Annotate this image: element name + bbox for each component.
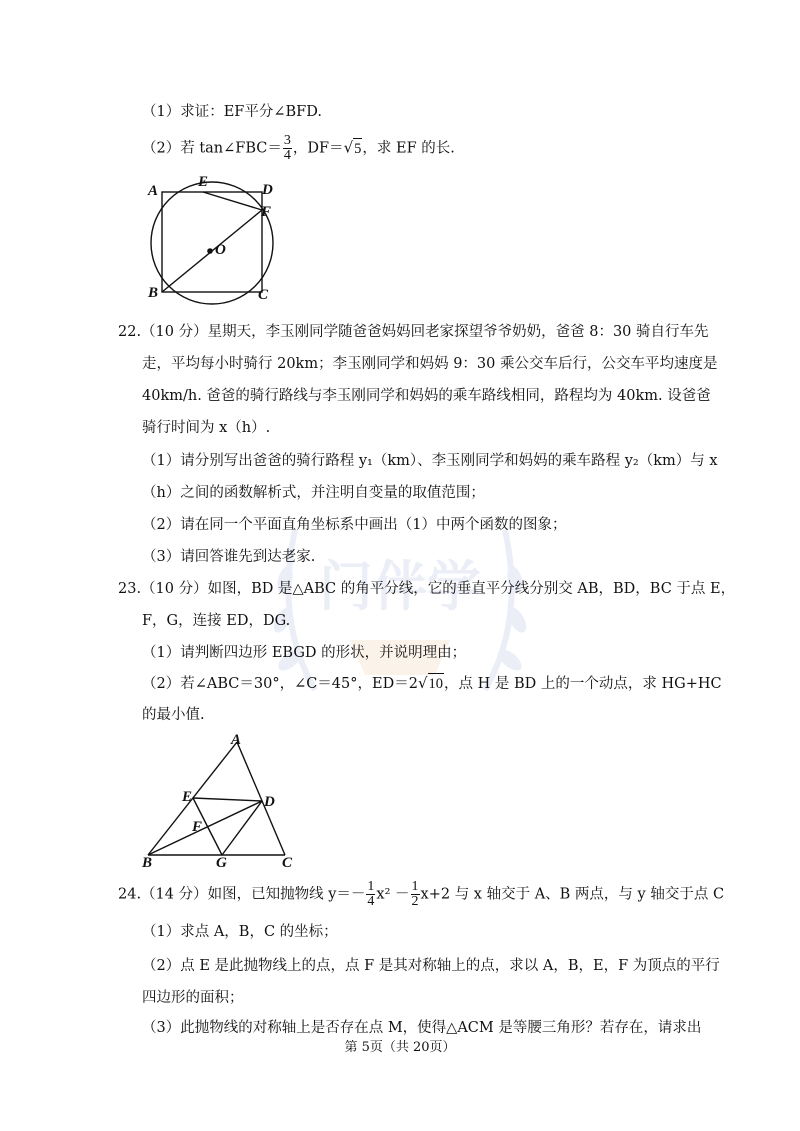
q23-sub1: （1）请判断四边形 EBGD 的形状，并说明理由； <box>142 645 467 661</box>
label-a: A <box>148 183 159 199</box>
label-c: C <box>282 855 293 871</box>
label-b: B <box>142 855 153 871</box>
label-a: A <box>231 732 242 748</box>
q22-line4: 骑行时间为 x（h）. <box>142 420 271 436</box>
q24-sub3: （3）此抛物线的对称轴上是否存在点 M，使得△ACM 是等腰三角形？若存在，请求出 <box>142 1020 702 1036</box>
q22-sub1a: （1）请分别写出爸爸的骑行路程 y₁（km）、李玉刚同学和妈妈的乘车路程 y₂（km）与 x <box>142 453 718 469</box>
q23-sub2: （2）若∠ABC＝30°，∠C＝45°，ED＝2√10，点 H 是 BD 上的一个动点，求 HG+HC <box>142 674 722 692</box>
label-d: D <box>264 794 275 810</box>
q23-line2: F，G，连接 ED，DG. <box>142 613 291 629</box>
segment-ef <box>203 192 262 210</box>
q24-line1: 24.（14 分）如图，已知抛物线 y＝－ $\frac{1}{4}$ x² － $\frac{1}{2}$ x+2 与 x 轴交于 A、B 两点，与 y 轴交于点 C <box>118 879 725 909</box>
label-o: O <box>215 242 226 258</box>
q24-sub2a: （2）点 E 是此抛物线上的点，点 F 是其对称轴上的点，求以 A，B，E，F 为顶点的平行 <box>142 958 720 974</box>
q22-sub2: （2）请在同一个平面直角坐标系中画出（1）中两个函数的图象； <box>142 517 567 533</box>
segment-dg <box>222 801 262 855</box>
label-f: F <box>192 819 203 835</box>
label-b: B <box>148 285 159 301</box>
q23-sub2-line2: 的最小值. <box>142 707 205 723</box>
q23-line1: 23.（10 分）如图，BD 是△ABC 的角平分线，它的垂直平分线分别交 AB，BD，BC 于点 E， <box>118 581 736 597</box>
square-abcd <box>162 192 262 292</box>
q23-figure <box>130 727 305 872</box>
watermark-text: 门伴学 <box>319 555 481 618</box>
q21-part2: （2）若 tan∠FBC＝ $\frac{3}{4}$ ，DF＝√5，求 EF 的长. <box>142 133 455 163</box>
point-o <box>207 248 213 254</box>
segment-ed <box>193 798 262 801</box>
q21-part1: （1）求证：EF平分∠BFD. <box>142 104 322 120</box>
label-c: C <box>258 287 269 303</box>
page-footer: 第 5页（共 20页） <box>344 1040 456 1055</box>
label-e: E <box>198 174 209 190</box>
q24-sub2b: 四边形的面积； <box>142 990 244 1006</box>
label-d: D <box>262 182 273 198</box>
label-f: F <box>261 204 272 220</box>
q21-figure <box>140 172 290 307</box>
q22-sub3: （3）请回答谁先到达老家. <box>142 549 316 565</box>
segment-bd <box>148 801 262 855</box>
side-ac <box>237 742 285 855</box>
label-e: E <box>182 789 193 805</box>
label-g: G <box>216 855 227 871</box>
q22-line1: 22.（10 分）星期天，李玉刚同学随爸爸妈妈回老家探望爷爷奶奶，爸爸 8：30 骑自行车先 <box>118 324 709 340</box>
q22-line3: 40km/h. 爸爸的骑行路线与李玉刚同学和妈妈的乘车路线相同，路程均为 40km. 设爸爸 <box>142 388 711 404</box>
q24-sub1: （1）求点 A，B，C 的坐标； <box>142 924 338 940</box>
q22-line2: 走，平均每小时骑行 20km；李玉刚同学和妈妈 9：30 乘公交车后行，公交车平均速度是 <box>142 356 718 372</box>
q22-sub1b: （h）之间的函数解析式，并注明自变量的取值范围； <box>142 485 485 501</box>
